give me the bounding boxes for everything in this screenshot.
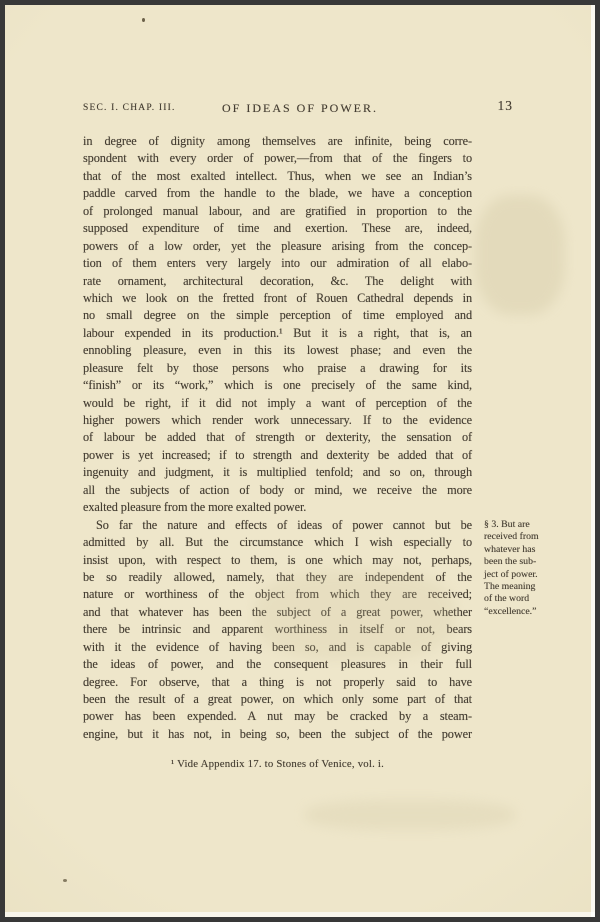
text-line: and that whatever has been the subject of a great power, whether [83,604,472,619]
text-line: spondent with every order of power,—from that of the fingers to [83,151,472,166]
text-line: higher powers which render work unnecessary. If to the evidence [83,413,472,427]
text-line: the ideas of power, and the consequent pleasures in their full [83,657,472,672]
text-line: of labour be added that of strength or dexterity, the sensation of [83,430,472,445]
text-line: been the result of a great power, on which only some part of that [83,692,472,706]
running-section: SEC. I. CHAP. III. [83,103,176,113]
text-line: that of the most exalted intellect. Thus, when we see an Indian’s [83,168,472,183]
sidenote-line: The meaning [484,581,536,593]
text-line: no small degree on the simple perception of time employed and [83,308,472,323]
text-line: supposed expenditure of time and exertion. These are, indeed, [83,221,472,236]
text-line: which we look on the fretted front of Rouen Cathedral depends in [83,290,472,305]
text-line: insist upon, with respect to them, is one which may not, perhaps, [83,552,472,567]
text-line: engine, but it has not, in being so, been the subject of the power [83,726,472,741]
sidenote [484,519,568,618]
text-line: nature or worthiness of the object from which they are received; [83,587,472,602]
text-line: rate ornament, architectural decoration, &c. The delight with [83,273,472,288]
text-line: power has been expended. A nut may be cracked by a steam- [83,709,472,724]
ink-bleedthrough-smudge [475,195,565,315]
sidenote-line: whatever has [484,543,536,555]
dust-speck [142,18,145,22]
text-line: ingenuity and judgment, it is multiplied tenfold; and so on, through [83,465,472,480]
page-number: 13 [497,98,513,113]
sidenote-line: ject of power. [484,568,538,580]
text-line: tion of them enters very largely into our admiration of all elabo- [83,256,472,271]
text-line: in degree of dignity among themselves are infinite, being corre- [83,134,472,148]
sidenote-line: received from [484,531,539,543]
text-line: power is yet increased; if to strength and dexterity be added that of [83,447,472,462]
sidenote-line: of the word [484,593,530,605]
text-line: pleasure felt by those persons who praise a drawing for its [83,360,472,375]
ink-bleedthrough-smudge [305,800,515,830]
footnote: ¹ Vide Appendix 17. to Stones of Venice, vol. i. [170,758,385,770]
sidenote-line: been the sub- [484,556,537,568]
page-header [5,100,595,118]
dust-speck [63,879,67,882]
text-line: paddle carved from the handle to the blade, we have a conception [83,186,472,201]
text-line: exalted pleasure from the more exalted power. [83,500,307,515]
text-line: degree. For observe, that a thing is not properly said to have [83,674,472,689]
text-line: “finish” or its “work,” which is one precisely of the same kind, [83,378,472,393]
paragraph-1 [83,133,472,517]
text-line: ennobling pleasure, even in this its lowest phase; and even the [83,343,472,358]
text-line: of prolonged manual labour, and are gratified in proportion to the [83,203,472,218]
text-line: all the subjects of action of body or mind, we receive the more [83,482,472,497]
text-line-with-footnote-ref: labour expended in its production.¹ But it is a right, that is, an [83,325,472,340]
text-line: would be right, if it did not imply a want of perception of the [83,395,472,410]
sidenote-line: “excellence.” [484,605,537,617]
sidenote-line: § 3. But are [484,519,530,530]
text-line: admitted by all. But the circumstance which I wish especially to [83,535,472,550]
book-page [5,5,595,917]
text-line: there be intrinsic and apparent worthiness in itself or not, bears [83,622,472,637]
text-line: So far the nature and effects of ideas of power cannot but be [96,517,472,532]
text-line: powers of a low order, yet the pleasure arising from the concep- [83,238,472,253]
ink-bleedthrough-smudge [255,570,455,660]
text-line: be so readily allowed, namely, that they are independent of the [83,569,472,584]
running-title: OF IDEAS OF POWER. [221,101,378,115]
text-line: with it the evidence of having been so, and is capable of giving [83,639,472,654]
